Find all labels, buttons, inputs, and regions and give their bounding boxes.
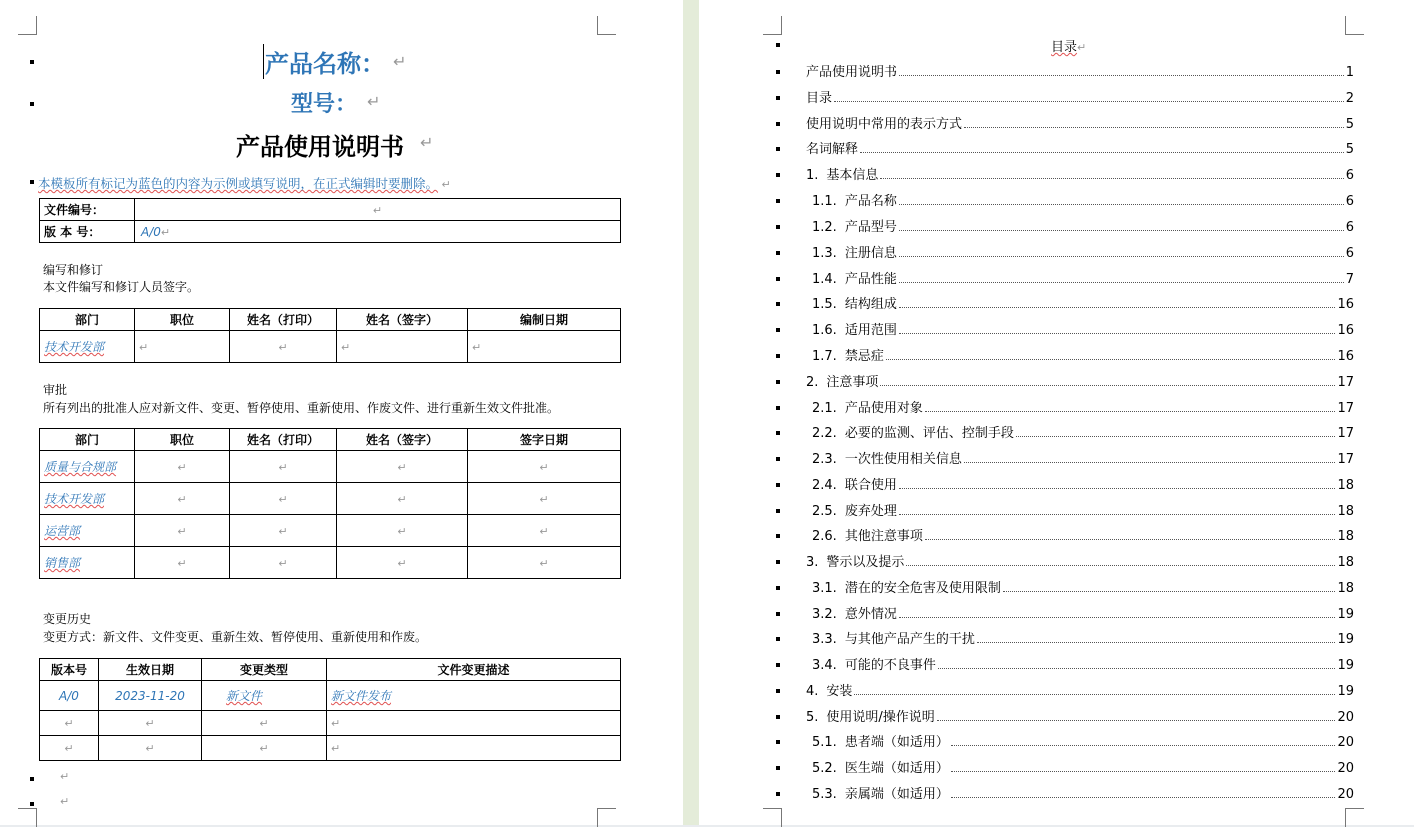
toc-leader [899, 333, 1336, 334]
toc-text: 其他注意事项 [844, 529, 923, 544]
crop-mark [597, 16, 616, 35]
table-cell[interactable]: ↵ [99, 736, 202, 761]
approval-table [39, 428, 621, 579]
toc-leader [899, 282, 1344, 283]
bullet [776, 534, 780, 538]
template-note[interactable]: 本模板所有标记为蓝色的内容为示例或填写说明，在正式编辑时要删除。 ↵ [38, 176, 451, 191]
toc-entry[interactable] [812, 576, 1354, 596]
header-effective-date: 生效日期 [99, 659, 202, 681]
toc-number: 1.3. [812, 246, 837, 261]
toc-number: 1.2. [812, 220, 837, 235]
toc-entry[interactable] [812, 447, 1354, 467]
toc-leader [834, 101, 1344, 102]
table-cell[interactable]: ↵ [230, 515, 337, 547]
toc-entry[interactable] [806, 60, 1354, 80]
crop-mark [1345, 16, 1364, 35]
edit-heading: 编写和修订 [43, 263, 104, 277]
toc-text: 废弃处理 [844, 504, 897, 519]
toc-entry[interactable] [812, 627, 1354, 647]
toc-number: 1.1. [812, 194, 837, 209]
bullet [776, 199, 780, 203]
table-cell[interactable]: ↵ [327, 736, 621, 761]
toc-entry[interactable] [812, 215, 1354, 235]
paragraph-mark: ↵ [60, 770, 70, 783]
crop-mark [763, 808, 782, 827]
toc-text: 注意事项 [826, 375, 879, 390]
table-cell[interactable]: ↵ [337, 547, 468, 579]
toc-leader [906, 565, 1335, 566]
toc-leader [880, 178, 1343, 179]
toc-entry[interactable] [812, 267, 1354, 287]
toc-page-number: 16 [1337, 297, 1354, 312]
toc-text: 患者端（如适用） [844, 735, 949, 750]
toc-leader [899, 514, 1336, 515]
date-cell[interactable]: 2023-11-20 [99, 681, 202, 711]
bullet [30, 180, 34, 184]
version-cell[interactable]: A/0 [40, 681, 99, 711]
toc-text: 一次性使用相关信息 [844, 452, 962, 467]
header-date: 编制日期 [468, 309, 621, 331]
bullet [776, 354, 780, 358]
bullet [30, 60, 34, 64]
toc-entry[interactable] [806, 112, 1354, 132]
toc-entry[interactable] [812, 524, 1354, 544]
paragraph-mark: ↵ [60, 795, 70, 808]
toc-number: 3. [806, 555, 819, 570]
toc-number: 3.3. [812, 632, 837, 647]
header-sign-date: 签字日期 [468, 429, 621, 451]
toc-text: 注册信息 [844, 246, 897, 261]
toc-leader [886, 359, 1336, 360]
table-cell[interactable]: ↵ [135, 547, 230, 579]
toc-text: 与其他产品产生的干扰 [844, 632, 975, 647]
toc-leader [951, 745, 1336, 746]
bullet [776, 70, 780, 74]
table-cell[interactable]: ↵ [468, 515, 621, 547]
dept-cell[interactable]: 技术开发部 [40, 483, 135, 515]
toc-text: 基本信息 [826, 168, 879, 183]
toc-page-number: 18 [1337, 529, 1354, 544]
toc-page-number: 16 [1337, 323, 1354, 338]
toc-page-number: 18 [1337, 504, 1354, 519]
bullet [776, 637, 780, 641]
toc-number: 1.5. [812, 297, 837, 312]
header-position: 职位 [135, 309, 230, 331]
toc-entry[interactable] [812, 782, 1354, 802]
header-name-print: 姓名（打印） [230, 309, 337, 331]
bullet [776, 43, 780, 47]
table-cell[interactable]: ↵ [230, 547, 337, 579]
toc-number: 1.7. [812, 349, 837, 364]
toc-page-number: 20 [1337, 735, 1354, 750]
table-cell[interactable]: ↵ [337, 331, 468, 363]
toc-page-number: 19 [1337, 632, 1354, 647]
toc-leader [1003, 591, 1336, 592]
history-table [39, 658, 621, 761]
toc-text: 使用说明中常用的表示方式 [806, 117, 963, 132]
toc-leader [951, 771, 1336, 772]
toc-title[interactable]: 目录↵ [1051, 40, 1087, 55]
table-cell[interactable]: ↵ [337, 483, 468, 515]
toc-text: 联合使用 [844, 478, 897, 493]
toc-number: 3.4. [812, 658, 837, 673]
bullet [776, 251, 780, 255]
type-cell[interactable]: 新文件 [202, 681, 327, 711]
toc-page-number: 17 [1337, 401, 1354, 416]
toc-page-number: 19 [1337, 684, 1354, 699]
table-cell[interactable]: ↵ [327, 711, 621, 736]
toc-leader [860, 152, 1344, 153]
toc-text: 结构组成 [844, 297, 897, 312]
toc-entry[interactable] [806, 137, 1354, 157]
approve-heading: 审批 [43, 383, 68, 397]
toc-page-number: 5 [1345, 117, 1354, 132]
toc-entry[interactable] [812, 344, 1354, 364]
info-table [39, 198, 621, 243]
toc-text: 可能的不良事件 [844, 658, 936, 673]
toc-entry[interactable] [812, 602, 1354, 622]
header-position: 职位 [135, 429, 230, 451]
table-cell[interactable]: ↵ [230, 331, 337, 363]
toc-number: 2.3. [812, 452, 837, 467]
table-cell[interactable]: ↵ [135, 331, 230, 363]
toc-entry[interactable] [812, 241, 1354, 261]
bullet [30, 777, 34, 781]
header-name-sign: 姓名（签字） [337, 429, 468, 451]
toc-entry[interactable] [812, 473, 1354, 493]
toc-number: 1. [806, 168, 819, 183]
toc-entry[interactable] [812, 756, 1354, 776]
bullet [776, 147, 780, 151]
toc-number: 1.4. [812, 272, 837, 287]
header-name-print: 姓名（打印） [230, 429, 337, 451]
toc-entry[interactable] [806, 705, 1354, 725]
toc-entry[interactable] [812, 189, 1354, 209]
toc-number: 5.3. [812, 787, 837, 802]
document-title[interactable]: 产品使用说明书 [236, 132, 404, 161]
toc-leader [899, 617, 1336, 618]
toc-page-number: 18 [1337, 581, 1354, 596]
toc-entry[interactable] [806, 86, 1354, 106]
table-cell[interactable]: ↵ [135, 483, 230, 515]
bullet [776, 740, 780, 744]
history-description: 变更方式：新文件、文件变更、重新生效、暂停使用、重新使用和作废。 [43, 630, 428, 644]
toc-page-number: 2 [1345, 91, 1354, 106]
toc-text: 名词解释 [806, 142, 859, 157]
toc-leader [899, 256, 1344, 257]
version-value[interactable]: A/0↵ [135, 221, 621, 243]
toc-number: 1.6. [812, 323, 837, 338]
toc-page-number: 5 [1345, 142, 1354, 157]
toc-entry[interactable] [806, 550, 1354, 570]
toc-page-number: 1 [1345, 65, 1354, 80]
toc-entry[interactable] [812, 318, 1354, 338]
toc-entry[interactable] [812, 653, 1354, 673]
toc-number: 2.2. [812, 426, 837, 441]
toc-entry[interactable] [812, 421, 1354, 441]
toc-number: 2.5. [812, 504, 837, 519]
toc-page-number: 7 [1345, 272, 1354, 287]
file-number-label: 文件编号： [40, 199, 135, 221]
bullet [776, 406, 780, 410]
bullet [776, 689, 780, 693]
bullet [776, 509, 780, 513]
toc-number: 5.1. [812, 735, 837, 750]
toc-text: 产品使用对象 [844, 401, 923, 416]
bullet [776, 483, 780, 487]
file-number-value[interactable]: ↵ [135, 199, 621, 221]
toc-page-number: 6 [1345, 194, 1354, 209]
bullet [776, 586, 780, 590]
toc-page-number: 17 [1337, 452, 1354, 467]
toc-leader [1016, 436, 1336, 437]
table-cell[interactable]: ↵ [468, 483, 621, 515]
toc-entry[interactable] [812, 292, 1354, 312]
table-cell[interactable]: ↵ [230, 451, 337, 483]
toc-text: 目录 [806, 91, 833, 106]
toc-text: 产品名称 [844, 194, 897, 209]
toc-text: 必要的监测、评估、控制手段 [844, 426, 1014, 441]
toc-number: 2.1. [812, 401, 837, 416]
table-cell[interactable]: ↵ [202, 711, 327, 736]
toc-leader [880, 385, 1335, 386]
crop-mark [597, 808, 616, 827]
bullet [776, 173, 780, 177]
toc-leader [964, 127, 1344, 128]
toc-page-number: 17 [1337, 426, 1354, 441]
page-gap [683, 0, 699, 825]
paragraph-mark: ↵ [367, 92, 381, 111]
bullet [776, 225, 780, 229]
toc-number: 2.6. [812, 529, 837, 544]
toc-text: 安装 [826, 684, 853, 699]
table-cell[interactable]: ↵ [468, 451, 621, 483]
toc-leader [925, 539, 1336, 540]
toc-number: 5.2. [812, 761, 837, 776]
toc-text: 潜在的安全危害及使用限制 [844, 581, 1001, 596]
bullet [776, 457, 780, 461]
toc-text: 亲属端（如适用） [844, 787, 949, 802]
toc-page-number: 19 [1337, 607, 1354, 622]
toc-text: 使用说明/操作说明 [826, 710, 935, 725]
header-change-desc: 文件变更描述 [327, 659, 621, 681]
toc-page-number: 19 [1337, 658, 1354, 673]
toc-text: 医生端（如适用） [844, 761, 949, 776]
toc-leader [937, 720, 1336, 721]
toc-leader [899, 75, 1344, 76]
toc-number: 4. [806, 684, 819, 699]
toc-page-number: 18 [1337, 555, 1354, 570]
bullet [776, 792, 780, 796]
bullet [30, 102, 34, 106]
toc-page-number: 17 [1337, 375, 1354, 390]
bullet [30, 802, 34, 806]
bullet [776, 612, 780, 616]
edit-description: 本文件编写和修订人员签字。 [43, 280, 200, 294]
toc-leader [899, 230, 1344, 231]
header-dept: 部门 [40, 429, 135, 451]
bullet [776, 328, 780, 332]
dept-cell[interactable]: 运营部 [40, 515, 135, 547]
table-cell[interactable]: ↵ [337, 451, 468, 483]
version-label: 版 本 号： [40, 221, 135, 243]
toc-text: 产品型号 [844, 220, 897, 235]
toc-page-number: 6 [1345, 168, 1354, 183]
history-heading: 变更历史 [43, 612, 92, 626]
toc-leader [899, 204, 1344, 205]
toc-entry[interactable] [812, 396, 1354, 416]
toc-page-number: 20 [1337, 787, 1354, 802]
crop-mark [18, 808, 37, 827]
paragraph-mark: ↵ [393, 52, 407, 71]
bullet [776, 277, 780, 281]
toc-leader [951, 797, 1336, 798]
table-cell[interactable]: ↵ [135, 515, 230, 547]
toc-leader [964, 462, 1336, 463]
bullet [776, 302, 780, 306]
toc-text: 产品使用说明书 [806, 65, 898, 80]
toc-page-number: 16 [1337, 349, 1354, 364]
toc-page-number: 6 [1345, 220, 1354, 235]
toc-text: 意外情况 [844, 607, 897, 622]
toc-text: 产品性能 [844, 272, 897, 287]
toc-leader [977, 642, 1336, 643]
header-name-sign: 姓名（签字） [337, 309, 468, 331]
toc-number: 3.2. [812, 607, 837, 622]
dept-cell[interactable]: 质量与合规部 [40, 451, 135, 483]
toc-leader [925, 411, 1336, 412]
paragraph-mark: ↵ [420, 133, 434, 152]
edit-table [39, 308, 621, 363]
bullet [776, 122, 780, 126]
table-cell[interactable]: ↵ [40, 736, 99, 761]
table-cell[interactable]: ↵ [468, 547, 621, 579]
toc-text: 适用范围 [844, 323, 897, 338]
approve-description: 所有列出的批准人应对新文件、变更、暂停使用、重新使用、作废文件、进行重新生效文件批准。 [43, 401, 560, 415]
table-cell[interactable]: ↵ [99, 711, 202, 736]
bullet [776, 766, 780, 770]
dept-cell[interactable]: 销售部 [40, 547, 135, 579]
left-page [0, 0, 683, 825]
bullet [776, 715, 780, 719]
crop-mark [763, 16, 782, 35]
table-cell[interactable]: ↵ [202, 736, 327, 761]
toc-page-number: 20 [1337, 761, 1354, 776]
toc-number: 3.1. [812, 581, 837, 596]
header-change-type: 变更类型 [202, 659, 327, 681]
toc-page-number: 6 [1345, 246, 1354, 261]
toc-entry[interactable] [812, 499, 1354, 519]
toc-entry[interactable] [812, 730, 1354, 750]
bullet [776, 380, 780, 384]
table-cell[interactable]: ↵ [40, 711, 99, 736]
bullet [776, 431, 780, 435]
bullet [776, 96, 780, 100]
bullet [776, 663, 780, 667]
toc-text: 警示以及提示 [826, 555, 905, 570]
toc-entry[interactable] [806, 163, 1354, 183]
crop-mark [1345, 808, 1364, 827]
model-label[interactable]: 型号： [291, 91, 358, 117]
toc-leader [899, 488, 1336, 489]
header-version: 版本号 [40, 659, 99, 681]
toc-entry[interactable] [806, 679, 1354, 699]
dept-cell[interactable]: 技术开发部 [40, 331, 135, 363]
table-cell[interactable]: ↵ [468, 331, 621, 363]
toc-number: 5. [806, 710, 819, 725]
toc-number: 2. [806, 375, 819, 390]
toc-leader [854, 694, 1335, 695]
bullet [776, 560, 780, 564]
table-cell[interactable]: ↵ [337, 515, 468, 547]
crop-mark [18, 16, 37, 35]
table-cell[interactable]: ↵ [230, 483, 337, 515]
table-cell[interactable]: ↵ [135, 451, 230, 483]
toc-leader [938, 668, 1336, 669]
toc-entry[interactable] [806, 370, 1354, 390]
toc-number: 2.4. [812, 478, 837, 493]
desc-cell[interactable]: 新文件发布 [327, 681, 621, 711]
product-name-label[interactable]: 产品名称： [263, 44, 385, 79]
toc-page-number: 20 [1337, 710, 1354, 725]
toc-leader [899, 307, 1336, 308]
toc-text: 禁忌症 [844, 349, 884, 364]
toc-page-number: 18 [1337, 478, 1354, 493]
header-dept: 部门 [40, 309, 135, 331]
